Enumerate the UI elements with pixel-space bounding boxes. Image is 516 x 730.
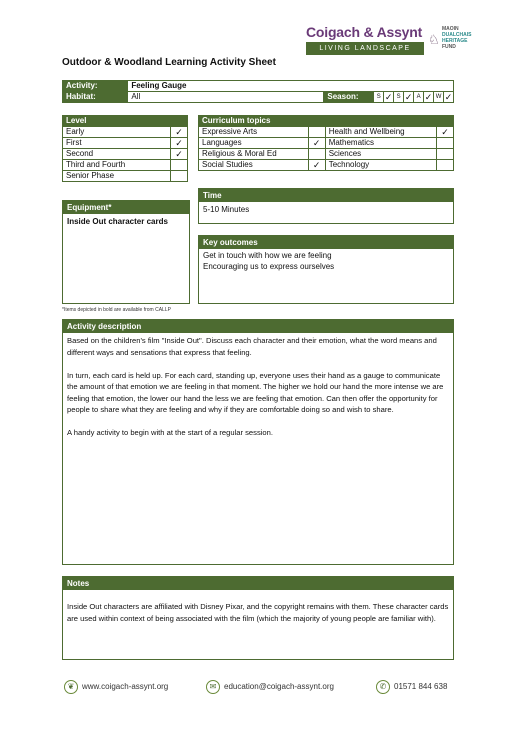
level-row-label: Early (63, 127, 171, 138)
time-box (198, 188, 454, 224)
level-row-label: Third and Fourth (63, 160, 171, 171)
season-check: ✓ (424, 92, 433, 102)
time-header: Time (199, 189, 453, 202)
curriculum-check (308, 149, 325, 160)
heritage-fund-icon: ♘ (428, 32, 440, 47)
curriculum-topic: Sciences (325, 149, 436, 160)
time-value: 5-10 Minutes (203, 205, 250, 214)
level-row-check: ✓ (171, 138, 188, 149)
description-box (62, 319, 454, 565)
coigach-logo-banner: LIVING LANDSCAPE (306, 42, 424, 55)
fund-line-2: DUALCHAIS (442, 32, 472, 38)
coigach-logo (306, 24, 424, 55)
heritage-fund-logo (428, 26, 488, 50)
footer-website-text: www.coigach-assynt.org (82, 682, 169, 692)
activity-label: Activity: (63, 81, 128, 92)
outcomes-box (198, 235, 454, 304)
description-header: Activity description (63, 320, 453, 333)
leaf-icon: ❦ (64, 680, 78, 694)
season-letter: W (434, 92, 444, 103)
fund-line-1: MAOIN (442, 26, 459, 32)
season-letter: S (394, 92, 404, 103)
curriculum-table (198, 115, 454, 171)
habitat-label: Habitat: (63, 92, 128, 103)
notes-text: Inside Out characters are affiliated with Disney Pixar, and the copyright remains with them. These character cards are used within context of being associated with the film (which the majority of young people are familiar with). (67, 602, 449, 623)
curriculum-check (437, 138, 454, 149)
curriculum-topic: Religious & Moral Ed (199, 149, 309, 160)
fund-line-3: HERITAGE (442, 38, 468, 44)
level-row-check (171, 160, 188, 171)
curriculum-check (308, 127, 325, 138)
level-row-label: First (63, 138, 171, 149)
curriculum-header: Curriculum topics (199, 116, 454, 127)
outcome-line: Encouraging us to express ourselves (203, 262, 335, 271)
activity-table (62, 80, 454, 103)
equipment-value: Inside Out character cards (67, 217, 168, 226)
footer-phone-text: 01571 844 638 (394, 682, 448, 692)
footer-website[interactable] (64, 678, 168, 696)
description-paragraph: A handy activity to begin with at the start of a regular session. (67, 428, 273, 437)
curriculum-topic: Mathematics (325, 138, 436, 149)
equipment-box (62, 200, 190, 304)
level-row-check: ✓ (171, 127, 188, 138)
season-letter: A (414, 92, 424, 103)
equipment-header: Equipment* (63, 201, 189, 214)
notes-box (62, 576, 454, 660)
level-row-check: ✓ (171, 149, 188, 160)
level-row-label: Senior Phase (63, 171, 171, 182)
habitat-value: All (128, 92, 324, 103)
phone-icon: ✆ (376, 680, 390, 694)
season-check: ✓ (444, 92, 453, 102)
season-check: ✓ (384, 92, 393, 102)
curriculum-check: ✓ (308, 160, 325, 171)
level-header: Level (63, 116, 188, 127)
level-row-check (171, 171, 188, 182)
description-paragraph: In turn, each card is held up. For each card, standing up, everyone uses their hand as a gauge to communicate the amount of that emotion we are feeling in that moment. The higher we hold our hand the more intense we are feeling that emotion, the lower our hand the less we are feeling that emotion. Can then offer the opportunity for people to share what they are feeling and why if they are comfortable doing so and wish to share. (67, 370, 444, 414)
curriculum-check (437, 160, 454, 171)
coigach-logo-name: Coigach & Assynt (306, 24, 423, 40)
fund-line-4: FUND (442, 44, 456, 50)
curriculum-topic: Health and Wellbeing (325, 127, 436, 138)
curriculum-check: ✓ (308, 138, 325, 149)
curriculum-topic: Social Studies (199, 160, 309, 171)
season-letter: S (374, 92, 384, 103)
curriculum-topic: Expressive Arts (199, 127, 309, 138)
notes-header: Notes (63, 577, 453, 590)
activity-value: Feeling Gauge (128, 81, 454, 92)
outcome-line: Get in touch with how we are feeling (203, 251, 332, 260)
footer-email[interactable] (206, 678, 334, 696)
season-label: Season: (324, 92, 374, 103)
curriculum-topic: Languages (199, 138, 309, 149)
curriculum-check: ✓ (437, 127, 454, 138)
level-row-label: Second (63, 149, 171, 160)
description-paragraph: Based on the children's film "Inside Out". Discuss each character and their emotion, what the word means and different ways and sensations that express that feeling. (67, 336, 437, 357)
curriculum-topic: Technology (325, 160, 436, 171)
page-title: Outdoor & Woodland Learning Activity Sheet (62, 57, 276, 68)
season-check: ✓ (404, 92, 413, 102)
level-table (62, 115, 188, 182)
curriculum-check (437, 149, 454, 160)
outcomes-header: Key outcomes (199, 236, 453, 249)
envelope-icon: ✉ (206, 680, 220, 694)
footer-email-text: education@coigach-assynt.org (224, 682, 334, 692)
equipment-footnote: *Items depicted in bold are available from CALLP (62, 307, 171, 313)
footer-phone[interactable] (376, 678, 447, 696)
